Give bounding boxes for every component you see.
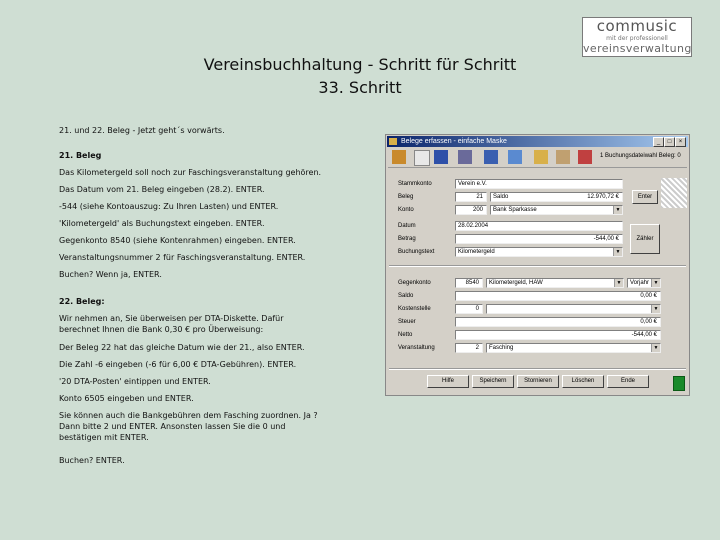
step-text: Buchen? Wenn ja, ENTER.: [59, 270, 162, 279]
chevron-down-icon[interactable]: ▼: [651, 279, 660, 287]
konto-select[interactable]: [490, 205, 623, 215]
netto-field: -544,00 €: [455, 330, 661, 340]
dialog-title: Belege erfassen - einfache Maske: [401, 138, 507, 145]
heading-beleg-22: 22. Beleg:: [59, 297, 105, 306]
loeschen-button[interactable]: Löschen: [562, 375, 604, 388]
edit-icon[interactable]: [556, 150, 570, 164]
intro-text: 21. und 22. Beleg - Jetzt geht´s vorwärts.: [59, 126, 225, 135]
step-text: Wir nehmen an, Sie überweisen per DTA-Diskette. Dafür: [59, 314, 284, 323]
step-text: Das Datum vom 21. Beleg eingeben (28.2). ENTER.: [59, 185, 265, 194]
label-datum: Datum: [398, 223, 416, 229]
divider: [389, 265, 686, 267]
booking-info: 1 Buchungsdateiwahl Beleg: 0: [600, 153, 681, 159]
step-text: Das Kilometergeld soll noch zur Faschingsveranstaltung gehören.: [59, 168, 322, 177]
label-veranstaltung: Veranstaltung: [398, 345, 435, 351]
heading-beleg-21: 21. Beleg: [59, 151, 102, 160]
label-netto: Netto: [398, 332, 413, 338]
label-buchungstext: Buchungstext: [398, 249, 435, 255]
step-text: Buchen? ENTER.: [59, 456, 125, 465]
chevron-down-icon[interactable]: ▼: [651, 305, 660, 313]
hilfe-button[interactable]: Hilfe: [427, 375, 469, 388]
stammkonto-field[interactable]: Verein e.V.: [455, 179, 623, 189]
gegenkonto-select[interactable]: [486, 278, 624, 288]
step-text: Veranstaltungsnummer 2 für Faschingsveranstaltung. ENTER.: [59, 253, 306, 262]
speichern-button[interactable]: Speichern: [472, 375, 514, 388]
label-betrag: Betrag: [398, 236, 416, 242]
minimize-icon[interactable]: _: [653, 137, 664, 147]
buchungstext-select[interactable]: [455, 247, 623, 257]
label-kostenstelle: Kostenstelle: [398, 306, 431, 312]
belege-dialog: [385, 134, 690, 396]
step-text: -544 (siehe Kontoauszug: Zu Ihren Lasten) und ENTER.: [59, 202, 279, 211]
datum-field[interactable]: 28.02.2004: [455, 221, 623, 231]
status-indicator: [673, 376, 685, 391]
label-konto: Konto: [398, 207, 414, 213]
maximize-icon[interactable]: □: [664, 137, 675, 147]
saldo2-field: 0,00 €: [455, 291, 661, 301]
label-stammkonto: Stammkonto: [398, 181, 432, 187]
konto-number-field[interactable]: 200: [455, 205, 487, 215]
saldo-label: Saldo: [493, 194, 509, 200]
dialog-titlebar[interactable]: [387, 136, 688, 147]
veranstaltung-name: Fasching: [489, 345, 514, 351]
step-text: Der Beleg 22 hat das gleiche Datum wie der 21., also ENTER.: [59, 343, 305, 352]
gegenkonto-name: Kilometergeld, HAW: [489, 280, 543, 286]
step-text: Dann bitte 2 und ENTER. Ansonsten lassen Sie die 0 und: [59, 422, 286, 431]
label-gegenkonto: Gegenkonto: [398, 280, 431, 286]
chevron-down-icon[interactable]: ▼: [651, 344, 660, 352]
step-text: '20 DTA-Posten' eintippen und ENTER.: [59, 377, 211, 386]
toolbar: [388, 148, 687, 168]
label-beleg: Beleg: [398, 194, 414, 200]
slide-subtitle: 33. Schritt: [318, 78, 402, 97]
step-text: bestätigen mit ENTER.: [59, 433, 149, 442]
app-icon: [389, 138, 397, 145]
saldo-field: [490, 192, 623, 202]
veranstaltung-number-field[interactable]: 2: [455, 343, 483, 353]
logo-line-1: commusic: [596, 17, 678, 35]
betrag-field[interactable]: -544,00 €: [455, 234, 623, 244]
kostenstelle-field[interactable]: 0: [455, 304, 483, 314]
year-select[interactable]: [627, 278, 661, 288]
konto-name: Bank Sparkasse: [493, 207, 537, 213]
list-icon[interactable]: [484, 150, 498, 164]
kostenstelle-select[interactable]: [486, 304, 661, 314]
beleg-field[interactable]: 21: [455, 192, 487, 202]
divider: [389, 368, 686, 370]
enter-area: [661, 178, 687, 208]
chevron-down-icon[interactable]: ▼: [613, 248, 622, 256]
chevron-down-icon[interactable]: ▼: [613, 206, 622, 214]
zaehler-button[interactable]: Zähler: [630, 224, 660, 254]
step-text: Konto 6505 eingeben und ENTER.: [59, 394, 194, 403]
step-text: Die Zahl -6 eingeben (-6 für 6,00 € DTA-Gebühren). ENTER.: [59, 360, 297, 369]
commusic-logo: [582, 17, 692, 57]
steuer-field: 0,00 €: [455, 317, 661, 327]
document-icon[interactable]: [414, 150, 430, 166]
ende-button[interactable]: Ende: [607, 375, 649, 388]
label-saldo: Saldo: [398, 293, 414, 299]
step-text: 'Kilometergeld' als Buchungstext eingeben. ENTER.: [59, 219, 265, 228]
step-text: Sie können auch die Bankgebühren dem Fasching zuordnen. Ja ?: [59, 411, 318, 420]
people-icon[interactable]: [508, 150, 522, 164]
gegenkonto-number-field[interactable]: 8540: [455, 278, 483, 288]
tools-icon[interactable]: [534, 150, 548, 164]
slide-title: Vereinsbuchhaltung - Schritt für Schritt: [203, 55, 517, 74]
label-steuer: Steuer: [398, 319, 416, 325]
saldo-value: 12.970,72 €: [587, 194, 619, 200]
stornieren-button[interactable]: Stornieren: [517, 375, 559, 388]
veranstaltung-select[interactable]: [486, 343, 661, 353]
year-value: Vorjahr: [630, 280, 650, 286]
print-icon[interactable]: [434, 150, 448, 164]
logo-line-2: mit der professionell: [606, 35, 668, 42]
save-icon[interactable]: [392, 150, 406, 164]
calculator-icon[interactable]: [458, 150, 472, 164]
enter-button[interactable]: Enter: [632, 190, 658, 204]
close-icon[interactable]: ×: [675, 137, 686, 147]
step-text: berechnet Ihnen die Bank 0,30 € pro Überweisung:: [59, 325, 264, 334]
exit-icon[interactable]: [578, 150, 592, 164]
step-text: Gegenkonto 8540 (siehe Kontenrahmen) eingeben. ENTER.: [59, 236, 296, 245]
buchungstext-value: Kilometergeld: [458, 249, 495, 255]
chevron-down-icon[interactable]: ▼: [614, 279, 623, 287]
logo-line-3: vereinsverwaltung: [583, 42, 692, 55]
